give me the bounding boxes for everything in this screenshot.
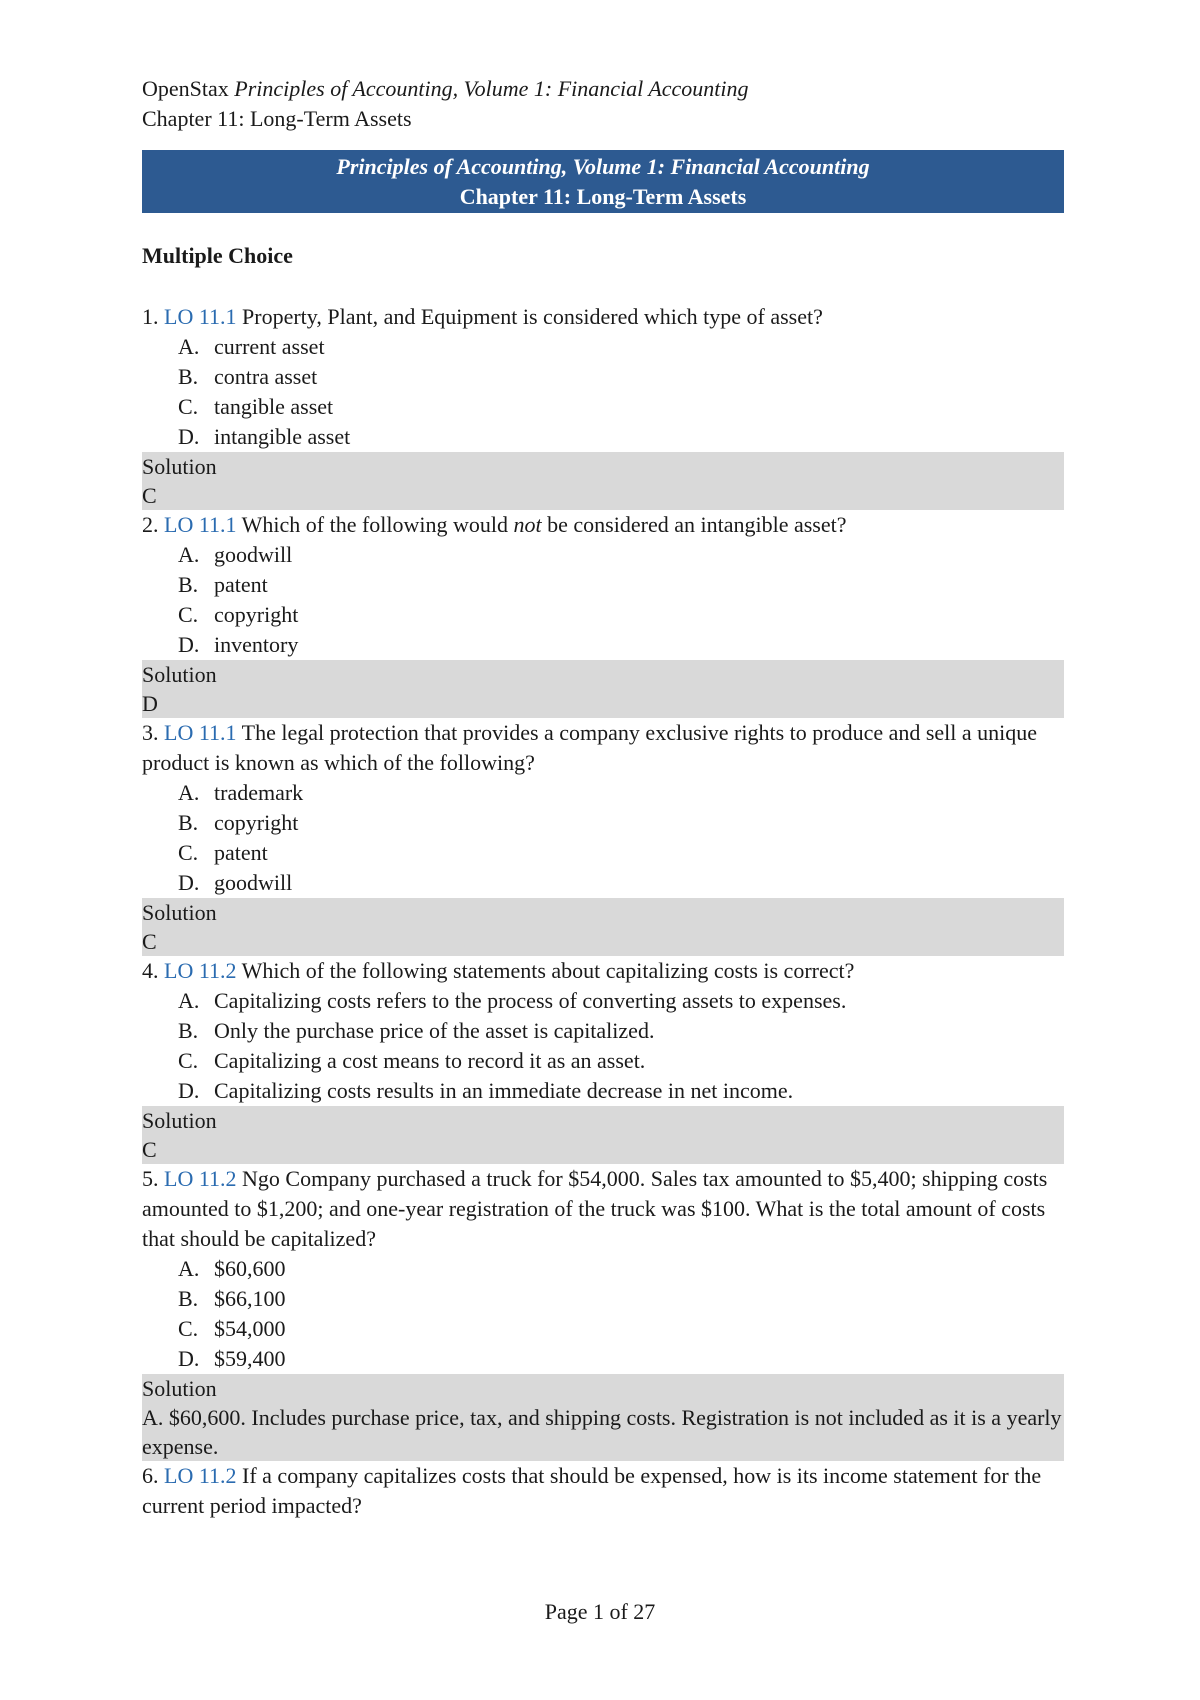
choice-letter: B. <box>178 364 199 389</box>
solution-label: Solution <box>142 454 217 479</box>
answer-choice <box>142 1344 1064 1374</box>
answer-choice <box>142 332 1064 362</box>
question-number: 5. <box>142 1166 159 1191</box>
answer-choices <box>142 986 1064 1106</box>
answer-choice <box>142 1076 1064 1106</box>
learning-objective-tag: LO 11.1 <box>164 512 237 537</box>
running-header-title-line <box>142 74 1064 104</box>
question-number: 6. <box>142 1463 159 1488</box>
choice-letter: A. <box>178 988 200 1013</box>
choice-text: $54,000 <box>214 1316 286 1341</box>
choice-letter: D. <box>178 632 200 657</box>
choice-text: $66,100 <box>214 1286 286 1311</box>
choice-letter: C. <box>178 1316 199 1341</box>
answer-choice <box>142 422 1064 452</box>
running-header <box>142 74 1064 134</box>
answer-choice <box>142 1046 1064 1076</box>
choice-letter: C. <box>178 602 199 627</box>
choice-letter: B. <box>178 572 199 597</box>
choice-text: patent <box>214 840 268 865</box>
solution-label: Solution <box>142 662 217 687</box>
answer-choices <box>142 332 1064 452</box>
question-block <box>142 1461 1064 1521</box>
banner-title: Principles of Accounting, Volume 1: Financial Accounting <box>336 154 870 179</box>
question-text-continued: be considered an intangible asset? <box>541 512 847 537</box>
solution-label: Solution <box>142 900 217 925</box>
question-text: Ngo Company purchased a truck for $54,000. Sales tax amounted to $5,400; shipping costs amounted to $1,200; and one-year registration of the truck was $100. What is the total amount of costs that should be capitalized? <box>142 1166 1048 1251</box>
solution-answer: A. $60,600. Includes purchase price, tax, and shipping costs. Registration is not included as it is a yearly expense. <box>142 1405 1062 1459</box>
question-text: Which of the following would <box>241 512 514 537</box>
choice-text: current asset <box>214 334 325 359</box>
solution-answer: D <box>142 691 158 716</box>
choice-text: intangible asset <box>214 424 351 449</box>
solution-label: Solution <box>142 1376 217 1401</box>
question-text: Which of the following statements about capitalizing costs is correct? <box>241 958 855 983</box>
choice-text: inventory <box>214 632 299 657</box>
question-stem <box>142 510 1064 540</box>
solution-box <box>142 1374 1064 1461</box>
answer-choice <box>142 570 1064 600</box>
choice-letter: A. <box>178 542 200 567</box>
choice-text: goodwill <box>214 870 293 895</box>
question-text-emphasis: not <box>513 512 542 537</box>
choice-letter: C. <box>178 1048 199 1073</box>
answer-choice <box>142 868 1064 898</box>
choice-text: Capitalizing costs results in an immediate decrease in net income. <box>214 1078 794 1103</box>
solution-box <box>142 452 1064 510</box>
choice-letter: B. <box>178 1286 199 1311</box>
question-number: 1. <box>142 304 159 329</box>
solution-box <box>142 660 1064 718</box>
question-stem <box>142 956 1064 986</box>
choice-letter: A. <box>178 334 200 359</box>
question-number: 2. <box>142 512 159 537</box>
choice-letter: B. <box>178 1018 199 1043</box>
choice-letter: D. <box>178 424 200 449</box>
solution-label: Solution <box>142 1108 217 1133</box>
solution-box <box>142 1106 1064 1164</box>
question-block <box>142 510 1064 718</box>
question-stem <box>142 1164 1064 1254</box>
question-block <box>142 956 1064 1164</box>
book-title: Principles of Accounting, Volume 1: Financial Accounting <box>234 76 749 101</box>
answer-choice <box>142 1284 1064 1314</box>
choice-letter: C. <box>178 840 199 865</box>
question-block <box>142 1164 1064 1461</box>
solution-answer: C <box>142 483 157 508</box>
title-banner <box>142 150 1064 213</box>
choice-letter: A. <box>178 780 200 805</box>
question-number: 4. <box>142 958 159 983</box>
choice-text: goodwill <box>214 542 293 567</box>
learning-objective-tag: LO 11.2 <box>164 1166 237 1191</box>
choice-text: $59,400 <box>214 1346 286 1371</box>
answer-choices <box>142 1254 1064 1374</box>
question-number: 3. <box>142 720 159 745</box>
answer-choice <box>142 986 1064 1016</box>
choice-text: Capitalizing costs refers to the process of converting assets to expenses. <box>214 988 847 1013</box>
question-text: If a company capitalizes costs that should be expensed, how is its income statement for the current period impacted? <box>142 1463 1042 1518</box>
document-page <box>142 74 1064 1521</box>
solution-answer: C <box>142 1137 157 1162</box>
page-footer <box>0 1597 1200 1627</box>
choice-text: Capitalizing a cost means to record it as an asset. <box>214 1048 646 1073</box>
question-block <box>142 302 1064 510</box>
answer-choice <box>142 1314 1064 1344</box>
answer-choices <box>142 778 1064 898</box>
answer-choice <box>142 540 1064 570</box>
answer-choice <box>142 392 1064 422</box>
choice-letter: D. <box>178 870 200 895</box>
answer-choice <box>142 838 1064 868</box>
answer-choice <box>142 600 1064 630</box>
learning-objective-tag: LO 11.1 <box>164 304 237 329</box>
answer-choice <box>142 630 1064 660</box>
banner-chapter: Chapter 11: Long-Term Assets <box>459 184 747 209</box>
choice-letter: D. <box>178 1346 200 1371</box>
choice-text: tangible asset <box>214 394 334 419</box>
choice-text: trademark <box>214 780 304 805</box>
choice-letter: A. <box>178 1256 200 1281</box>
running-header-chapter: Chapter 11: Long-Term Assets <box>142 106 412 131</box>
choice-text: Only the purchase price of the asset is capitalized. <box>214 1018 655 1043</box>
choice-text: patent <box>214 572 268 597</box>
question-stem <box>142 718 1064 778</box>
choice-text: $60,600 <box>214 1256 286 1281</box>
learning-objective-tag: LO 11.2 <box>164 1463 237 1488</box>
choice-letter: D. <box>178 1078 200 1103</box>
choice-text: contra asset <box>214 364 318 389</box>
question-text: The legal protection that provides a company exclusive rights to produce and sell a unique product is known as which of the following? <box>142 720 1038 775</box>
choice-text: copyright <box>214 602 299 627</box>
choice-letter: C. <box>178 394 199 419</box>
question-block <box>142 718 1064 956</box>
question-list <box>142 302 1064 1521</box>
answer-choice <box>142 1254 1064 1284</box>
solution-answer: C <box>142 929 157 954</box>
question-text: Property, Plant, and Equipment is considered which type of asset? <box>242 304 823 329</box>
choice-letter: B. <box>178 810 199 835</box>
choice-text: copyright <box>214 810 299 835</box>
question-stem <box>142 1461 1064 1521</box>
learning-objective-tag: LO 11.1 <box>164 720 237 745</box>
answer-choice <box>142 808 1064 838</box>
publisher-name: OpenStax <box>142 76 229 101</box>
page-number: Page 1 of 27 <box>544 1599 656 1624</box>
answer-choices <box>142 540 1064 660</box>
answer-choice <box>142 362 1064 392</box>
question-stem <box>142 302 1064 332</box>
learning-objective-tag: LO 11.2 <box>164 958 237 983</box>
answer-choice <box>142 778 1064 808</box>
answer-choice <box>142 1016 1064 1046</box>
section-heading: Multiple Choice <box>142 243 293 268</box>
solution-box <box>142 898 1064 956</box>
